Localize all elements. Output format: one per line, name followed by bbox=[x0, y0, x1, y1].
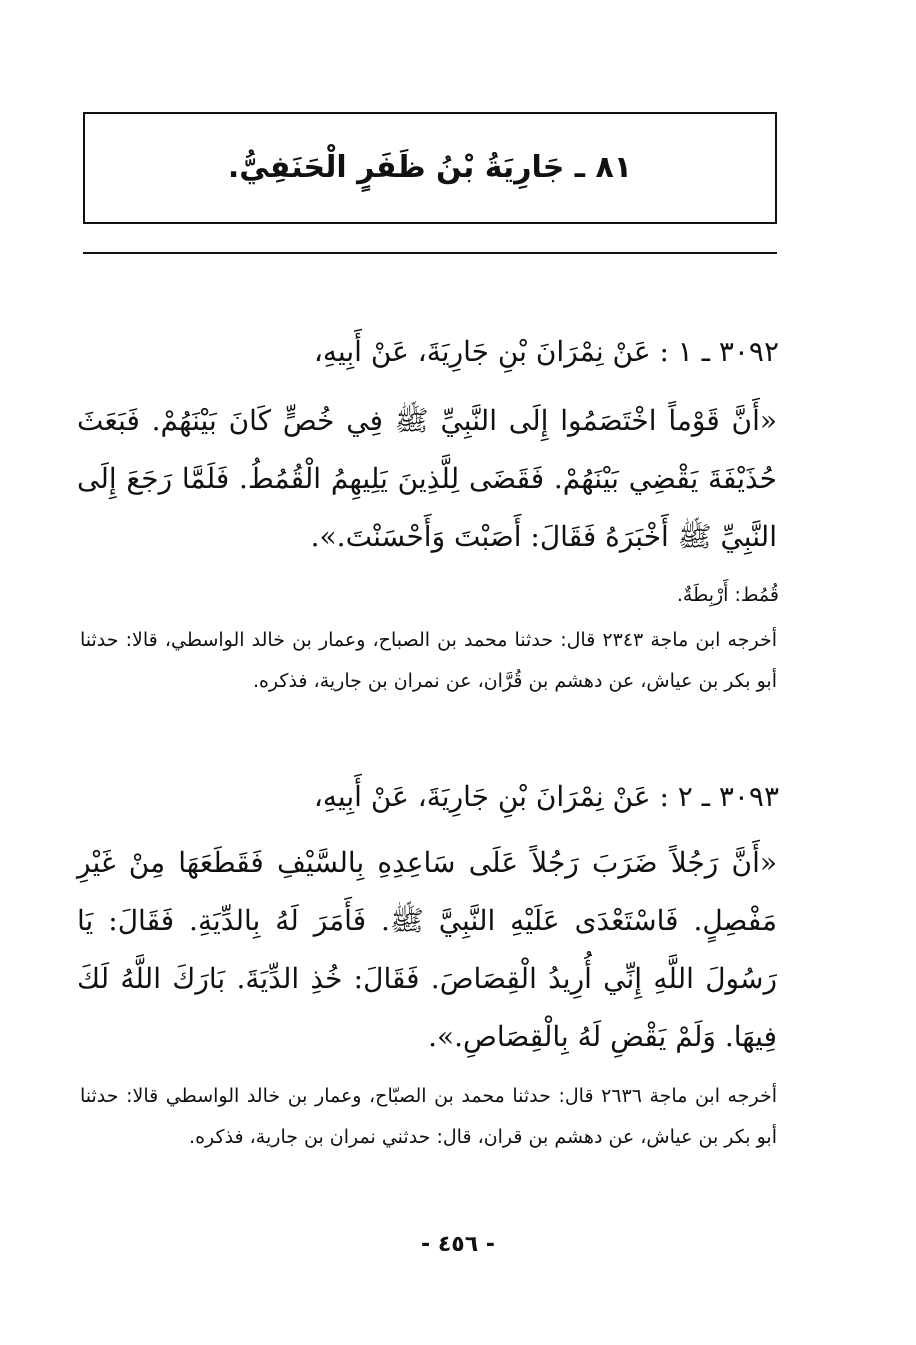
title-divider bbox=[83, 252, 777, 254]
hadith-2-text: «أَنَّ رَجُلاً ضَرَبَ رَجُلاً عَلَى سَاعِدِهِ بِالسَّيْفِ فَقَطَعَهَا مِنْ غَيْرِ مَفْصِلٍ. فَاسْتَعْدَى عَلَيْهِ النَّبِيَّ ﷺ. فَأَمَرَ لَهُ بِالدِّيَةِ. فَقَالَ: يَا رَسُولَ اللَّهِ إِنِّي أُرِيدُ الْقِصَاصَ. فَقَالَ: خُذِ الدِّيَةَ. بَارَكَ اللَّهُ لَكَ فِيهَا. وَلَمْ يَقْضِ لَهُ بِالْقِصَاصِ.». bbox=[77, 846, 777, 1053]
hadith-1-gloss: قُمُط: أَرْبِطَةٌ. bbox=[676, 584, 779, 606]
hadith-1-source: أخرجه ابن ماجة ٢٣٤٣ قال: حدثنا محمد بن الصباح، وعمار بن خالد الواسطي، قالا: حدثنا أبو بكر بن عياش، عن دهشم بن قُرَّان، عن نمران بن جارية، فذكره. bbox=[80, 629, 777, 692]
hadith-1-heading: ٣٠٩٢ ـ ١ : عَنْ نِمْرَانَ بْنِ جَارِيَةَ، عَنْ أَبِيهِ، bbox=[313, 335, 779, 368]
page-number: - ٤٥٦ - bbox=[421, 1232, 495, 1257]
hadith-2-source: أخرجه ابن ماجة ٢٦٣٦ قال: حدثنا محمد بن الصبّاح، وعمار بن خالد الواسطي قالا: حدثنا أبو بكر بن عياش، عن دهشم بن قران، قال: حدثني نمران بن جارية، فذكره. bbox=[80, 1085, 777, 1148]
chapter-title: ٨١ ـ جَارِيَةُ بْنُ ظَفَرٍ الْحَنَفِيُّ. bbox=[227, 150, 633, 185]
chapter-title-box bbox=[83, 112, 777, 224]
hadith-2-heading: ٣٠٩٣ ـ ٢ : عَنْ نِمْرَانَ بْنِ جَارِيَةَ، عَنْ أَبِيهِ، bbox=[313, 780, 779, 813]
hadith-1-text: «أَنَّ قَوْماً اخْتَصَمُوا إِلَى النَّبِيِّ ﷺ فِي خُصٍّ كَانَ بَيْنَهُمْ. فَبَعَثَ حُذَيْفَةَ يَقْضِي بَيْنَهُمْ. فَقَضَى لِلَّذِينَ يَلِيهِمُ الْقُمُطُ. فَلَمَّا رَجَعَ إِلَى النَّبِيِّ ﷺ أَخْبَرَهُ فَقَالَ: أَصَبْتَ وَأَحْسَنْتَ.». bbox=[77, 404, 777, 553]
